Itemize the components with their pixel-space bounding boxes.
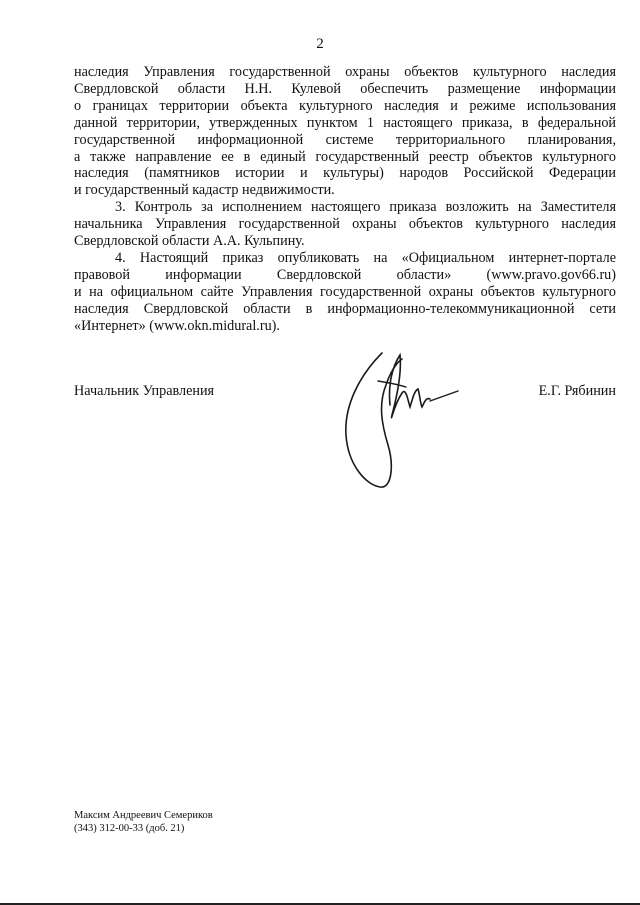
executor-contact	[74, 810, 213, 835]
text-line: и на официальном сайте Управления государственной охраны объектов культурного	[74, 283, 616, 300]
text-line: Свердловской области Н.Н. Кулевой обеспечить размещение информации	[74, 80, 616, 97]
text-line: 3. Контроль за исполнением настоящего приказа возложить на Заместителя	[115, 199, 616, 216]
text-line: «Интернет» (www.okn.midural.ru).	[74, 317, 280, 334]
text-line: о границах территории объекта культурного наследия и режиме использования	[74, 97, 616, 114]
paragraph-3	[74, 199, 616, 250]
document-body	[74, 64, 616, 335]
page-number: 2	[316, 36, 324, 52]
executor-phone: (343) 312-00-33 (доб. 21)	[74, 822, 185, 834]
text-line: и государственный кадастр недвижимости.	[74, 182, 335, 199]
text-line: наследия Свердловской области в информационно-телекоммуникационной сети	[74, 300, 616, 317]
executor-name: Максим Андреевич Семериков	[74, 810, 213, 821]
text-line: наследия (памятников истории и культуры) народов Российской Федерации	[74, 165, 616, 182]
text-line: правовой информации Свердловской области» (www.pravo.gov66.ru)	[74, 266, 616, 283]
text-line: Свердловской области А.А. Кульпину.	[74, 233, 305, 250]
text-line: государственной информационной системе территориального планирования,	[74, 131, 616, 148]
text-line: а также направление ее в единый государственный реестр объектов культурного	[74, 148, 616, 165]
text-line: 4. Настоящий приказ опубликовать на «Официальном интернет-портале	[115, 249, 616, 266]
paragraph-2-continuation	[74, 64, 616, 199]
text-line: данной территории, утвержденных пунктом 1 настоящего приказа, в федеральной	[74, 114, 616, 131]
text-line: наследия Управления государственной охраны объектов культурного наследия	[74, 64, 616, 80]
text-line: начальника Управления государственной охраны объектов культурного наследия	[74, 216, 616, 233]
signatory-position: Начальник Управления	[74, 383, 215, 399]
signatory-name: Е.Г. Рябинин	[538, 383, 616, 399]
paragraph-4	[74, 250, 616, 335]
handwritten-signature	[330, 345, 470, 495]
